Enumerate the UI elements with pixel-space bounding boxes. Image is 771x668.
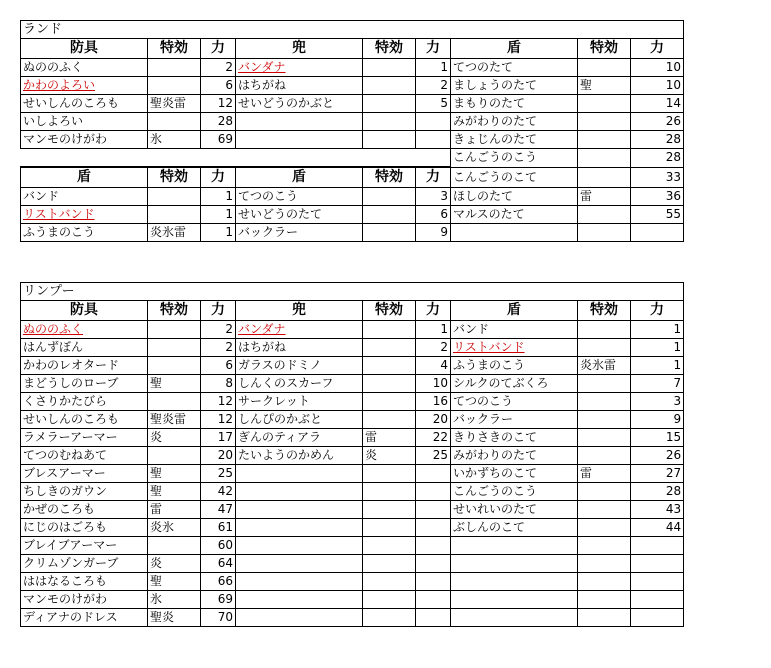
empty-cell <box>236 609 363 627</box>
shield-name: シルクのてぶくろ <box>451 375 578 393</box>
column-header: 兜 <box>236 301 363 321</box>
column-header: 特効 <box>148 167 201 188</box>
shield-name: せいどうのたて <box>236 206 363 224</box>
empty-cell <box>363 573 416 591</box>
armor-power: 69 <box>201 591 236 609</box>
armor-name: はんずぼん <box>21 339 148 357</box>
armor-power: 12 <box>201 411 236 429</box>
empty-cell <box>236 483 363 501</box>
shield-name: てつのこう <box>451 393 578 411</box>
shield-special <box>578 411 631 429</box>
table-row <box>21 555 684 573</box>
shield-power: 1 <box>201 224 236 242</box>
empty-cell <box>363 519 416 537</box>
armor-name: くさりかたびら <box>21 393 148 411</box>
shield-power: 1 <box>631 321 684 339</box>
shield-power: 9 <box>631 411 684 429</box>
table-row <box>21 483 684 501</box>
table-row <box>21 95 684 113</box>
table-row <box>21 357 684 375</box>
armor-name: せいしんのころも <box>21 411 148 429</box>
column-header: 力 <box>416 39 451 59</box>
armor-name: まどうしのローブ <box>21 375 148 393</box>
empty-cell <box>631 537 684 555</box>
helm-power: 25 <box>416 447 451 465</box>
table-row <box>21 591 684 609</box>
shield-power: 26 <box>631 447 684 465</box>
shield-name: こんごうのこて <box>451 167 578 188</box>
shield-power: 3 <box>416 188 451 206</box>
armor-special <box>148 393 201 411</box>
helm-name: しんぴのかぶと <box>236 411 363 429</box>
shield-name: てつのこう <box>236 188 363 206</box>
empty-cell <box>451 573 578 591</box>
helm-power: 16 <box>416 393 451 411</box>
shield-name: マルスのたて <box>451 206 578 224</box>
armor-special: 炎 <box>148 429 201 447</box>
table-row <box>21 224 684 242</box>
armor-special: 聖炎雷 <box>148 411 201 429</box>
table-row <box>21 77 684 95</box>
shield-special <box>578 95 631 113</box>
shield-special <box>578 113 631 131</box>
column-header: 特効 <box>363 167 416 188</box>
column-header: 力 <box>201 167 236 188</box>
empty-cell <box>363 131 416 149</box>
armor-name: クリムゾンガーブ <box>21 555 148 573</box>
empty-cell <box>578 537 631 555</box>
armor-name: ブレイブアーマー <box>21 537 148 555</box>
header-row <box>21 39 684 59</box>
empty-cell <box>578 609 631 627</box>
empty-cell <box>631 224 684 242</box>
column-header: 盾 <box>451 39 578 59</box>
empty-cell <box>416 131 451 149</box>
rimp-table <box>20 282 684 627</box>
armor-name: ははなるころも <box>21 573 148 591</box>
empty-cell <box>631 591 684 609</box>
armor-special: 聖炎雷 <box>148 95 201 113</box>
table-row <box>21 411 684 429</box>
armor-special <box>148 113 201 131</box>
helm-special <box>363 77 416 95</box>
shield-name: ふうまのこう <box>451 357 578 375</box>
helm-power: 22 <box>416 429 451 447</box>
shield-special <box>578 206 631 224</box>
column-header: 力 <box>631 301 684 321</box>
empty-cell <box>363 555 416 573</box>
column-header: 盾 <box>451 301 578 321</box>
shield-power: 28 <box>631 483 684 501</box>
empty-cell <box>236 591 363 609</box>
header-row <box>21 301 684 321</box>
table-row <box>21 501 684 519</box>
item-link[interactable]: リストバンド <box>23 207 95 221</box>
armor-power: 12 <box>201 95 236 113</box>
empty-cell <box>363 537 416 555</box>
table-row <box>21 375 684 393</box>
item-link[interactable]: バンダナ <box>238 60 286 74</box>
armor-name: ラメラーアーマー <box>21 429 148 447</box>
armor-special: 聖 <box>148 573 201 591</box>
helm-name: しんくのスカーフ <box>236 375 363 393</box>
armor-special: 聖 <box>148 465 201 483</box>
shield-name: きょじんのたて <box>451 131 578 149</box>
helm-special <box>363 95 416 113</box>
armor-special: 聖炎 <box>148 609 201 627</box>
table-row <box>21 537 684 555</box>
empty-cell <box>416 573 451 591</box>
helm-power: 1 <box>416 321 451 339</box>
empty-cell <box>416 537 451 555</box>
empty-cell <box>363 113 416 131</box>
armor-power: 2 <box>201 59 236 77</box>
table-row <box>21 447 684 465</box>
shield-special: 雷 <box>578 465 631 483</box>
empty-cell <box>236 537 363 555</box>
helm-power: 1 <box>416 59 451 77</box>
empty-cell <box>416 483 451 501</box>
armor-power: 28 <box>201 113 236 131</box>
armor-power: 70 <box>201 609 236 627</box>
column-header: 力 <box>201 301 236 321</box>
armor-power: 25 <box>201 465 236 483</box>
shield-power: 27 <box>631 465 684 483</box>
shield-power: 10 <box>631 59 684 77</box>
shield-special <box>578 393 631 411</box>
armor-name: マンモのけがわ <box>21 591 148 609</box>
armor-special <box>148 77 201 95</box>
armor-special: 雷 <box>148 501 201 519</box>
armor-name[interactable] <box>21 321 148 339</box>
empty-cell <box>416 113 451 131</box>
empty-cell <box>236 519 363 537</box>
shield-power: 6 <box>416 206 451 224</box>
column-header: 特効 <box>578 39 631 59</box>
shield-name[interactable] <box>21 206 148 224</box>
armor-special: 炎氷 <box>148 519 201 537</box>
armor-power: 6 <box>201 77 236 95</box>
column-header: 盾 <box>236 167 363 188</box>
shield-power: 15 <box>631 429 684 447</box>
column-header: 特効 <box>578 301 631 321</box>
column-header: 特効 <box>363 301 416 321</box>
shield-special <box>578 59 631 77</box>
armor-power: 8 <box>201 375 236 393</box>
table-row <box>21 59 684 77</box>
empty-cell <box>236 555 363 573</box>
armor-power: 2 <box>201 321 236 339</box>
shield-power: 55 <box>631 206 684 224</box>
armor-name: ブレスアーマー <box>21 465 148 483</box>
table-row <box>21 573 684 591</box>
empty-cell <box>578 224 631 242</box>
column-header: 兜 <box>236 39 363 59</box>
item-link[interactable]: バンダナ <box>238 322 286 336</box>
helm-special: 炎 <box>363 447 416 465</box>
shield-special <box>578 501 631 519</box>
shield-name: ましょうのたて <box>451 77 578 95</box>
armor-power: 2 <box>201 339 236 357</box>
land-section <box>20 20 684 242</box>
rimp-section <box>20 282 684 627</box>
helm-power: 10 <box>416 375 451 393</box>
armor-name: いしよろい <box>21 113 148 131</box>
shield-special <box>363 224 416 242</box>
armor-name: かぜのころも <box>21 501 148 519</box>
armor-special <box>148 59 201 77</box>
helm-power: 2 <box>416 77 451 95</box>
armor-special <box>148 447 201 465</box>
armor-special: 炎 <box>148 555 201 573</box>
empty-cell <box>363 483 416 501</box>
helm-name: はちがね <box>236 339 363 357</box>
armor-name: ぬののふく <box>21 59 148 77</box>
item-link[interactable]: ぬののふく <box>23 322 84 336</box>
empty-cell <box>236 131 363 149</box>
shield-special: 雷 <box>578 188 631 206</box>
helm-special: 雷 <box>363 429 416 447</box>
shield-name: ほしのたて <box>451 188 578 206</box>
armor-power: 6 <box>201 357 236 375</box>
shield-power: 14 <box>631 95 684 113</box>
armor-power: 47 <box>201 501 236 519</box>
shield-name: バンド <box>21 188 148 206</box>
shield-power: 1 <box>631 357 684 375</box>
shield-name: まもりのたて <box>451 95 578 113</box>
shield-power: 3 <box>631 393 684 411</box>
armor-special <box>148 357 201 375</box>
table-row <box>21 519 684 537</box>
helm-power: 20 <box>416 411 451 429</box>
empty-cell <box>578 573 631 591</box>
shield-name: ぶしんのこて <box>451 519 578 537</box>
armor-name: てつのむねあて <box>21 447 148 465</box>
shield-name: こんごうのこう <box>451 149 578 168</box>
shield-power: 7 <box>631 375 684 393</box>
shield-name: いかずちのこて <box>451 465 578 483</box>
helm-name: せいどうのかぶと <box>236 95 363 113</box>
shield-special <box>148 206 201 224</box>
helm-name: たいようのかめん <box>236 447 363 465</box>
armor-power: 42 <box>201 483 236 501</box>
shield-special <box>363 188 416 206</box>
empty-cell <box>451 224 578 242</box>
shield-power: 26 <box>631 113 684 131</box>
helm-name: サークレット <box>236 393 363 411</box>
empty-cell <box>578 591 631 609</box>
spacer <box>21 149 451 168</box>
empty-cell <box>416 501 451 519</box>
empty-cell <box>363 501 416 519</box>
helm-special <box>363 59 416 77</box>
shield-power: 1 <box>631 339 684 357</box>
empty-cell <box>363 465 416 483</box>
shield-special <box>578 339 631 357</box>
helm-special <box>363 339 416 357</box>
shield-special <box>578 167 631 188</box>
shield-power: 1 <box>201 206 236 224</box>
armor-power: 66 <box>201 573 236 591</box>
empty-cell <box>451 555 578 573</box>
table-row <box>21 206 684 224</box>
shield-special <box>578 131 631 149</box>
shield-power: 10 <box>631 77 684 95</box>
helm-special <box>363 357 416 375</box>
table-row <box>21 393 684 411</box>
shield-power: 43 <box>631 501 684 519</box>
shield-power: 28 <box>631 131 684 149</box>
shield-name: バックラー <box>236 224 363 242</box>
land-table <box>20 20 684 242</box>
shield-special <box>578 519 631 537</box>
empty-cell <box>451 609 578 627</box>
armor-power: 60 <box>201 537 236 555</box>
table-row <box>21 465 684 483</box>
column-header: 特効 <box>148 301 201 321</box>
armor-name[interactable] <box>21 77 148 95</box>
armor-name: かわのレオタード <box>21 357 148 375</box>
empty-cell <box>363 591 416 609</box>
empty-cell <box>416 555 451 573</box>
armor-name: せいしんのころも <box>21 95 148 113</box>
helm-name: ぎんのティアラ <box>236 429 363 447</box>
column-header: 特効 <box>148 39 201 59</box>
empty-cell <box>631 609 684 627</box>
shield-power: 9 <box>416 224 451 242</box>
shield-special <box>578 429 631 447</box>
table-row <box>21 429 684 447</box>
shield-power: 28 <box>631 149 684 168</box>
header-row <box>21 167 684 188</box>
shield-special <box>578 483 631 501</box>
helm-special <box>363 321 416 339</box>
armor-power: 69 <box>201 131 236 149</box>
column-header: 防具 <box>21 301 148 321</box>
helm-special <box>363 411 416 429</box>
armor-name: ちしきのガウン <box>21 483 148 501</box>
armor-name: ディアナのドレス <box>21 609 148 627</box>
empty-cell <box>416 609 451 627</box>
shield-name: バンド <box>451 321 578 339</box>
armor-name: マンモのけがわ <box>21 131 148 149</box>
section-title: リンプー <box>21 283 684 301</box>
section-title: ランド <box>21 21 684 39</box>
helm-special <box>363 375 416 393</box>
shield-name[interactable] <box>451 339 578 357</box>
shield-special <box>578 375 631 393</box>
shield-special <box>578 149 631 168</box>
column-header: 特効 <box>363 39 416 59</box>
shield-special <box>578 321 631 339</box>
table-row <box>21 113 684 131</box>
armor-power: 64 <box>201 555 236 573</box>
column-header: 力 <box>416 167 451 188</box>
armor-special: 聖 <box>148 483 201 501</box>
helm-name: はちがね <box>236 77 363 95</box>
shield-special: 炎氷雷 <box>578 357 631 375</box>
armor-power: 17 <box>201 429 236 447</box>
helm-name[interactable] <box>236 321 363 339</box>
item-link[interactable]: かわのよろい <box>23 78 96 92</box>
shield-power: 1 <box>201 188 236 206</box>
empty-cell <box>236 465 363 483</box>
helm-name: ガラスのドミノ <box>236 357 363 375</box>
armor-special <box>148 537 201 555</box>
table-row <box>21 609 684 627</box>
shield-power: 44 <box>631 519 684 537</box>
table-row <box>21 131 684 149</box>
helm-power: 4 <box>416 357 451 375</box>
column-header: 力 <box>201 39 236 59</box>
table-row <box>21 321 684 339</box>
shield-name: みがわりのたて <box>451 113 578 131</box>
shield-power: 36 <box>631 188 684 206</box>
table-row <box>21 339 684 357</box>
empty-cell <box>451 537 578 555</box>
armor-special <box>148 321 201 339</box>
empty-cell <box>451 591 578 609</box>
column-header: 盾 <box>21 167 148 188</box>
shield-special <box>363 206 416 224</box>
shield-name: こんごうのこう <box>451 483 578 501</box>
helm-power: 5 <box>416 95 451 113</box>
shield-name: ふうまのこう <box>21 224 148 242</box>
shield-name: せいれいのたて <box>451 501 578 519</box>
shield-name: てつのたて <box>451 59 578 77</box>
shield-name: バックラー <box>451 411 578 429</box>
shield-special <box>148 188 201 206</box>
armor-special <box>148 339 201 357</box>
shield-special <box>578 447 631 465</box>
empty-cell <box>578 555 631 573</box>
armor-power: 61 <box>201 519 236 537</box>
empty-cell <box>631 555 684 573</box>
helm-power: 2 <box>416 339 451 357</box>
armor-power: 12 <box>201 393 236 411</box>
item-link[interactable]: リストバンド <box>453 340 525 354</box>
empty-cell <box>416 465 451 483</box>
empty-cell <box>363 609 416 627</box>
empty-cell <box>236 113 363 131</box>
empty-cell <box>236 573 363 591</box>
shield-power: 33 <box>631 167 684 188</box>
armor-power: 20 <box>201 447 236 465</box>
empty-cell <box>416 519 451 537</box>
shield-name: みがわりのたて <box>451 447 578 465</box>
helm-special <box>363 393 416 411</box>
empty-cell <box>631 573 684 591</box>
column-header: 力 <box>631 39 684 59</box>
armor-special: 氷 <box>148 131 201 149</box>
empty-cell <box>236 501 363 519</box>
armor-special: 聖 <box>148 375 201 393</box>
table-row <box>21 188 684 206</box>
column-header: 力 <box>416 301 451 321</box>
shield-special: 聖 <box>578 77 631 95</box>
shield-special: 炎氷雷 <box>148 224 201 242</box>
armor-name: にじのはごろも <box>21 519 148 537</box>
shield-name: きりさきのこて <box>451 429 578 447</box>
empty-cell <box>416 591 451 609</box>
helm-name[interactable] <box>236 59 363 77</box>
armor-special: 氷 <box>148 591 201 609</box>
column-header: 防具 <box>21 39 148 59</box>
